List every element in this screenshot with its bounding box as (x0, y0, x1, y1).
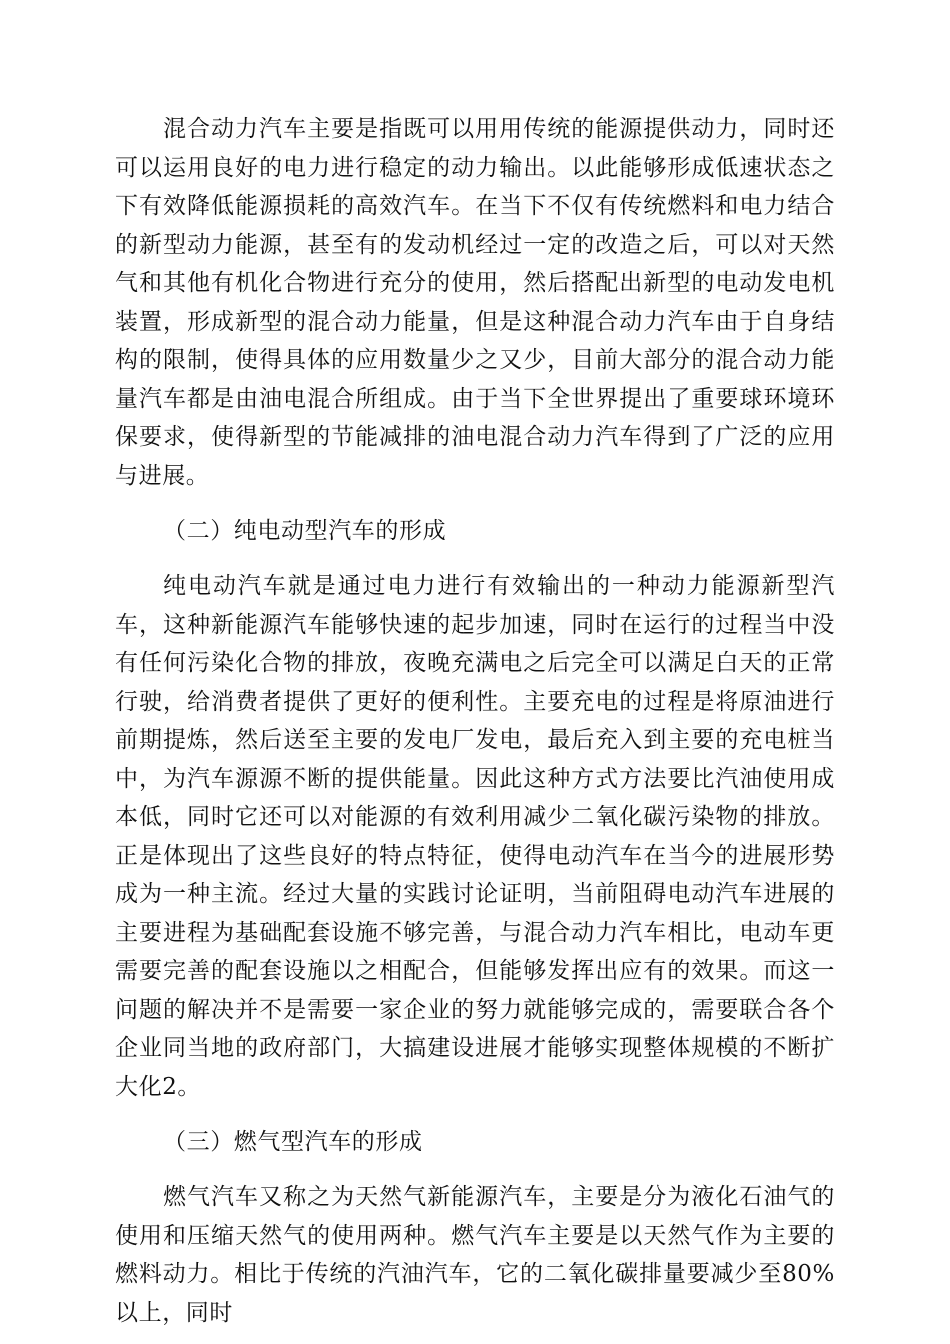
paragraph-hybrid-vehicles: 混合动力汽车主要是指既可以用用传统的能源提供动力，同时还可以运用良好的电力进行稳定的动力输出。以此能够形成低速状态之下有效降低能源损耗的高效汽车。在当下不仅有传统燃料和电力结合的新型动力能源，甚至有的发动机经过一定的改造之后，可以对天然气和其他有机化合物进行充分的使用，然后搭配出新型的电动发电机装置，形成新型的混合动力能量，但是这种混合动力汽车由于自身结构的限制，使得具体的应用数量少之又少，目前大部分的混合动力能量汽车都是由油电混合所组成。由于当下全世界提出了重要球环境环保要求，使得新型的节能减排的油电混合动力汽车得到了广泛的应用与进展。 (115, 116, 835, 489)
paragraph-pure-electric-vehicles: 纯电动汽车就是通过电力进行有效输出的一种动力能源新型汽车，这种新能源汽车能够快速的起步加速，同时在运行的过程当中没有任何污染化合物的排放，夜晚充满电之后完全可以满足白天的正常行驶，给消费者提供了更好的便利性。主要充电的过程是将原油进行前期提炼，然后送至主要的发电厂发电，最后充入到主要的充电桩当中，为汽车源源不断的提供能量。因此这种方式方法要比汽油使用成本低，同时它还可以对能源的有效利用减少二氧化碳污染物的排放。正是体现出了这些良好的特点特征，使得电动汽车在当今的进展形势成为一种主流。经过大量的实践讨论证明，当前阻碍电动汽车进展的主要进程为基础配套设施不够完善，与混合动力汽车相比，电动车更需要完善的配套设施以之相配合，但能够发挥出应有的效果。而这一问题的解决并不是需要一家企业的努力就能够完成的，需要联合各个企业同当地的政府部门，大搞建设进展才能够实现整体规模的不断扩大化2。 (115, 573, 835, 1100)
section-heading-gas-vehicles: （三）燃气型汽车的形成 (163, 1129, 423, 1155)
document-body (115, 110, 835, 1332)
paragraph-gas-vehicles: 燃气汽车又称之为天然气新能源汽车，主要是分为液化石油气的使用和压缩天然气的使用两种。燃气汽车主要是以天然气作为主要的燃料动力。相比于传统的汽油汽车，它的二氧化碳排量要减少至80%以上，同时 (115, 1184, 835, 1326)
section-heading-pure-electric: （二）纯电动型汽车的形成 (163, 518, 447, 544)
